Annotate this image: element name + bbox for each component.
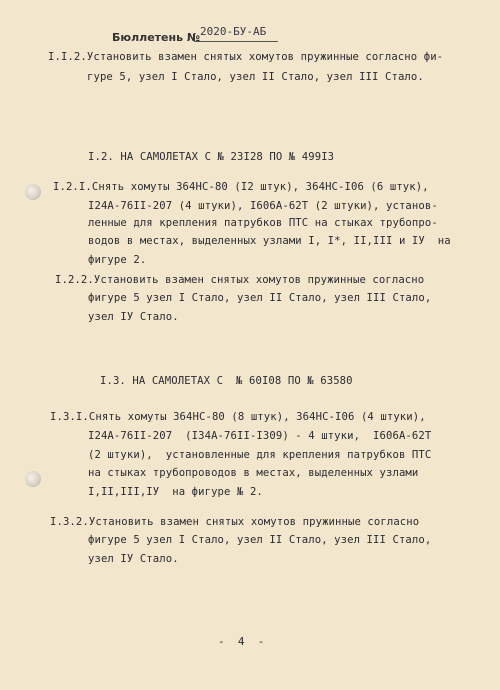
text-line: узел IУ Стало. — [88, 553, 179, 565]
bulletin-label: Бюллетень № — [112, 31, 201, 44]
text-line: I24А-76II-207 (I34А-76II-I309) - 4 штуки, I606А-62Т — [88, 430, 432, 442]
text-line: I,II,III,IУ на фигуре № 2. — [88, 486, 263, 498]
text-line: ленные для крепления патрубков ПТС на стыках трубопро- — [88, 217, 438, 229]
bulletin-number-underline — [194, 41, 278, 42]
section-heading: I.3. НА САМОЛЕТАХ С № 60I08 ПО № 63580 — [100, 375, 353, 387]
page-number: - 4 - — [218, 635, 265, 648]
section-heading: I.2. НА САМОЛЕТАХ С № 23I28 ПО № 499I3 — [88, 151, 335, 163]
binder-hole — [25, 471, 41, 487]
text-line: водов в местах, выделенных узлами I, I*, II,III и IУ на — [88, 235, 451, 247]
text-line: фигуре 2. — [88, 254, 147, 266]
text-line: I.2.2.Установить взамен снятых хомутов пружинные согласно — [55, 274, 425, 286]
text-line: на стыках трубопроводов в местах, выделенных узлами — [88, 467, 419, 479]
text-line: I.I.2.Установить взамен снятых хомутов пружинные согласно фи- — [48, 51, 444, 63]
bulletin-number: 2020-БУ-АБ — [200, 25, 267, 38]
text-line: I24А-76II-207 (4 штуки), I606А-62Т (2 штуки), установ- — [88, 200, 438, 212]
text-line: фигуре 5 узел I Стало, узел II Стало, узел III Стало, — [88, 292, 432, 304]
text-line: гуре 5, узел I Стало, узел II Стало, узел III Стало. — [87, 71, 424, 83]
text-line: узел IУ Стало. — [88, 311, 179, 323]
text-line: I.2.I.Снять хомуты 364НС-80 (I2 штук), 364НС-I06 (6 штук), — [53, 181, 429, 193]
text-line: фигуре 5 узел I Стало, узел II Стало, узел III Стало, — [88, 534, 432, 546]
text-line: (2 штуки), установленные для крепления патрубков ПТС — [88, 449, 432, 461]
text-line: I.3.2.Установить взамен снятых хомутов пружинные согласно — [50, 516, 420, 528]
binder-hole — [25, 184, 41, 200]
text-line: I.3.I.Снять хомуты 364НС-80 (8 штук), 364НС-I06 (4 штуки), — [50, 411, 426, 423]
